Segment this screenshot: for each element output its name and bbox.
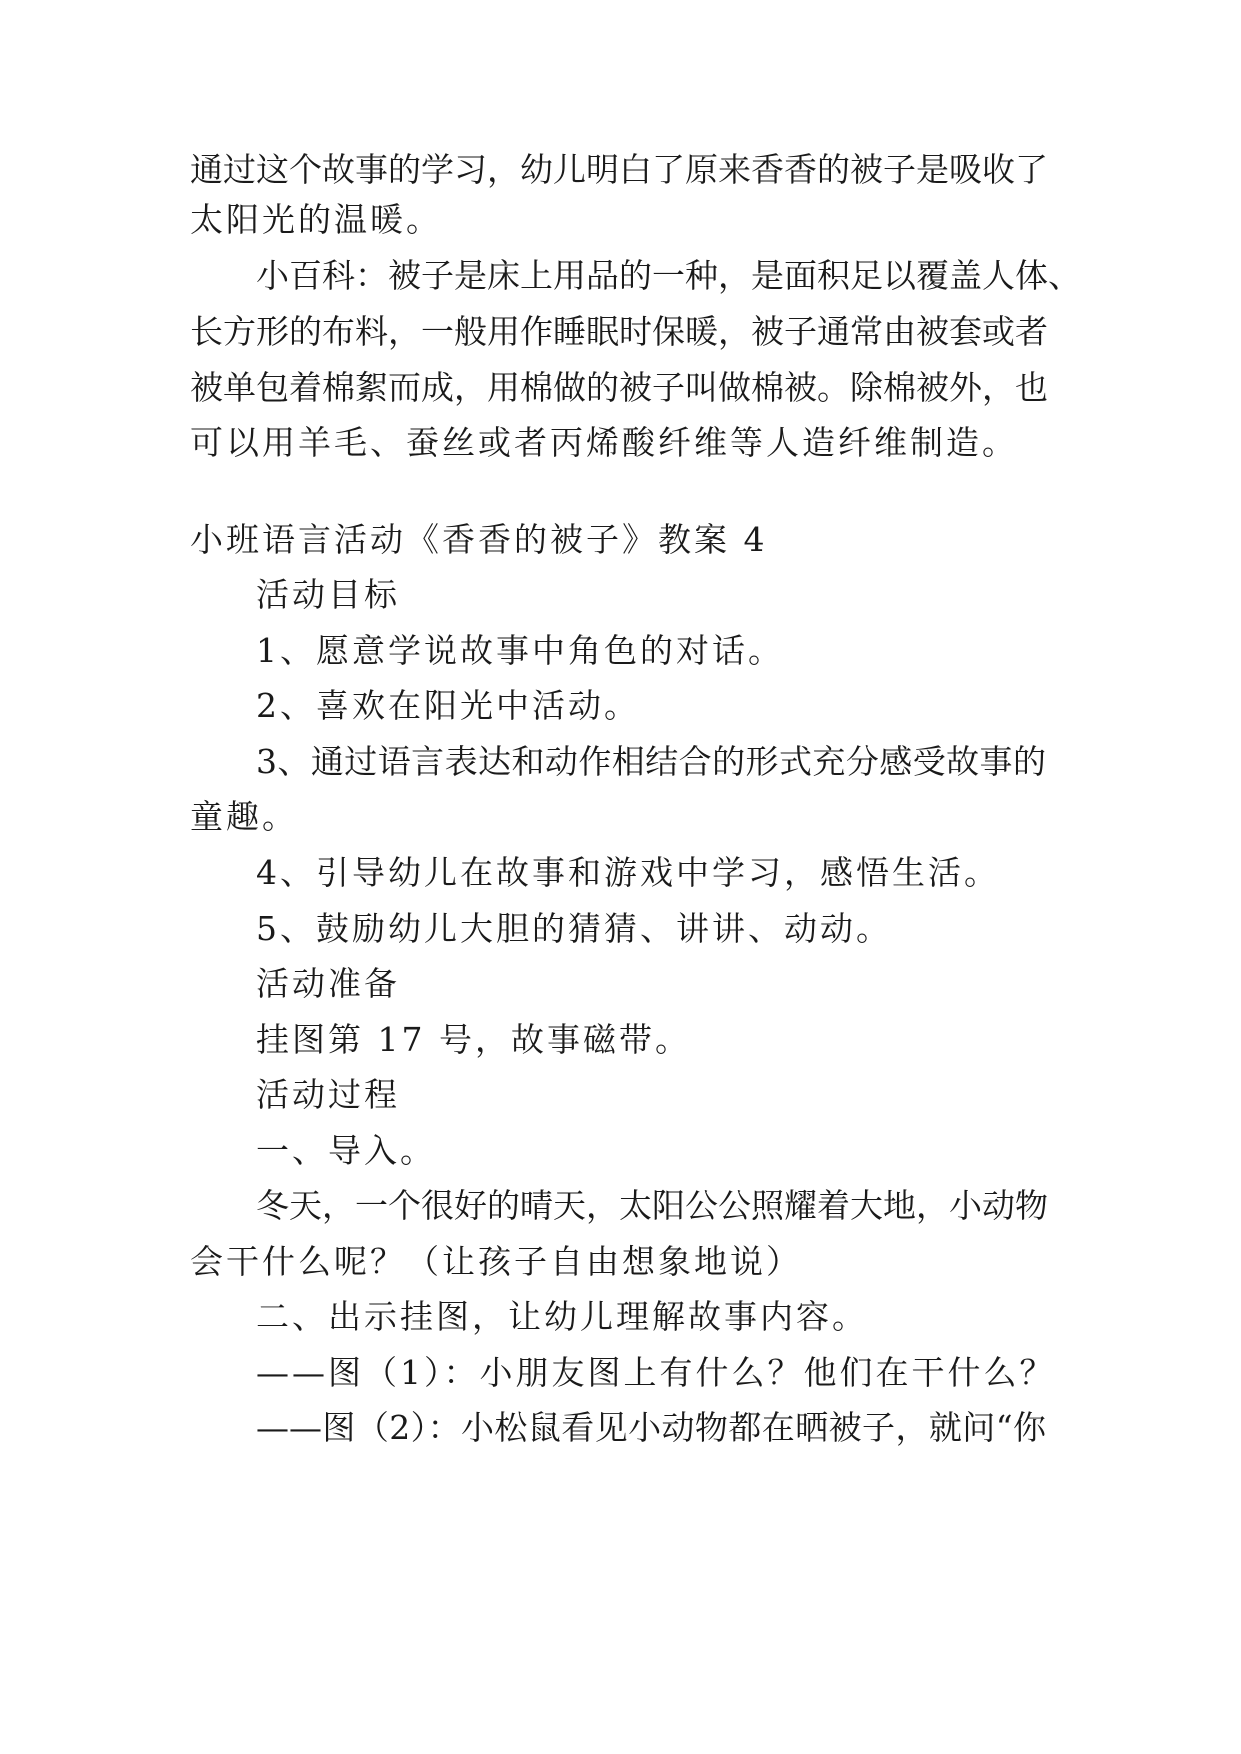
process-step-1-text-line2: 会干什么呢？（让孩子自由想象地说） xyxy=(190,1242,802,1281)
goal-item-1: 1、愿意学说故事中角色的对话。 xyxy=(256,631,784,670)
goals-heading: 活动目标 xyxy=(256,575,400,614)
paragraph2-line1: 小百科：被子是床上用品的一种，是面积足以覆盖人体、 xyxy=(256,256,1081,295)
paragraph2-line2: 长方形的布料，一般用作睡眠时保暖，被子通常由被套或者 xyxy=(190,312,1048,351)
paragraph1-line2: 太阳光的温暖。 xyxy=(190,200,442,239)
process-figure-2: ——图（2）：小松鼠看见小动物都在晒被子，就问“你 xyxy=(256,1408,1046,1447)
paragraph2-line3: 被单包着棉絮而成，用棉做的被子叫做棉被。除棉被外，也 xyxy=(190,368,1048,407)
process-step-1: 一、导入。 xyxy=(256,1131,436,1170)
goal-item-3-line2: 童趣。 xyxy=(190,797,298,836)
goal-item-4: 4、引导幼儿在故事和游戏中学习，感悟生活。 xyxy=(256,853,1000,892)
goal-item-2: 2、喜欢在阳光中活动。 xyxy=(256,686,640,725)
process-step-1-text-line1: 冬天，一个很好的晴天，太阳公公照耀着大地，小动物 xyxy=(256,1186,1048,1225)
preparation-text: 挂图第 17 号，故事磁带。 xyxy=(256,1020,691,1059)
goal-item-5: 5、鼓励幼儿大胆的猜猜、讲讲、动动。 xyxy=(256,909,892,948)
paragraph1-line1: 通过这个故事的学习，幼儿明白了原来香香的被子是吸收了 xyxy=(190,150,1048,189)
process-step-2: 二、出示挂图，让幼儿理解故事内容。 xyxy=(256,1297,868,1336)
goal-item-3-line1: 3、通过语言表达和动作相结合的形式充分感受故事的 xyxy=(256,742,1046,781)
process-figure-1: ——图（1）：小朋友图上有什么？他们在干什么？ xyxy=(256,1353,1056,1392)
section-title: 小班语言活动《香香的被子》教案 4 xyxy=(190,520,768,559)
preparation-heading: 活动准备 xyxy=(256,964,400,1003)
process-heading: 活动过程 xyxy=(256,1075,400,1114)
paragraph2-line4: 可以用羊毛、蚕丝或者丙烯酸纤维等人造纤维制造。 xyxy=(190,423,1018,462)
